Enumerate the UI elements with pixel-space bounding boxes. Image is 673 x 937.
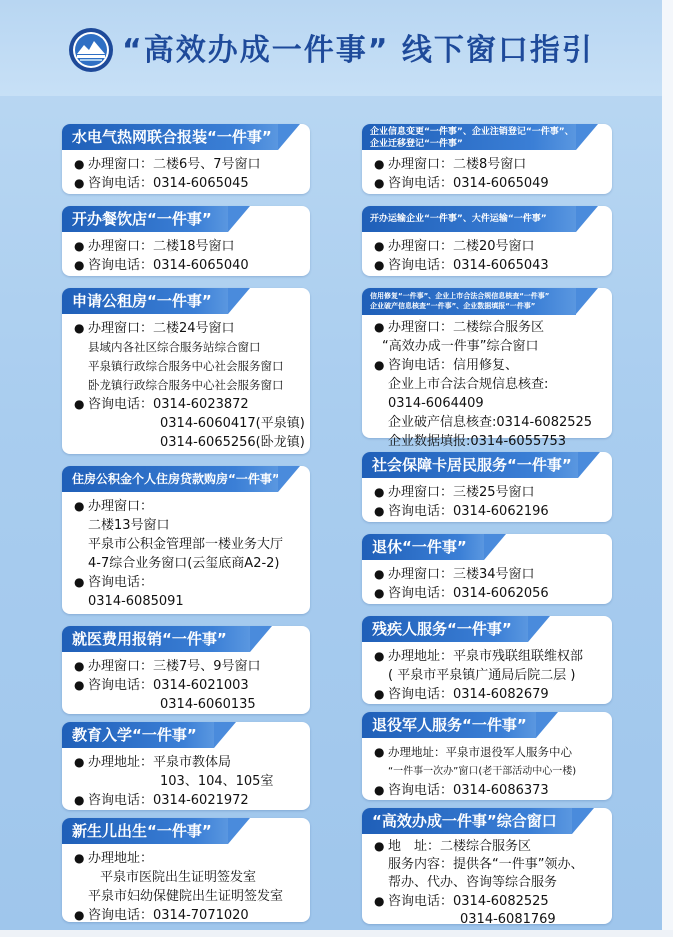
phone-line: ● 咨询电话：0314-7071020 xyxy=(74,908,249,923)
phone-line: ● 咨询电话：0314-6082525 xyxy=(374,894,549,909)
card-body xyxy=(374,318,604,451)
card-credit xyxy=(362,288,612,449)
phone-line: ● 咨询电话：0314-6021972 xyxy=(74,793,249,808)
card-title: 教育入学“一件事” xyxy=(62,722,214,748)
card-transport xyxy=(362,206,612,276)
card-title-line: 企业破产信息核查“一件事”、企业数据填报“一件事” xyxy=(370,302,536,310)
sub-line: “高效办成一件事”综合窗口 xyxy=(382,339,539,354)
card-disabled xyxy=(362,616,612,704)
service-line: 帮办、代办、咨询等综合服务 xyxy=(388,875,558,890)
card-title: 水电气热网联合报装“一件事” xyxy=(62,124,278,150)
card-title-line: 企业迁移登记“一件事” xyxy=(370,139,463,149)
window-line: ● 办理窗口：二楼综合服务区 xyxy=(374,320,545,335)
card-body xyxy=(374,155,604,193)
window-line: ● 办理窗口： xyxy=(74,499,154,514)
sub-line: 0314-6064409 xyxy=(388,396,484,411)
card-title: “高效办成一件事”综合窗口 xyxy=(362,808,572,834)
card-social xyxy=(362,452,612,522)
address-line: ● 地 址：二楼综合服务区 xyxy=(374,839,532,854)
card-body xyxy=(74,319,305,452)
card-title: 住房公积金个人住房贷款购房“一件事” xyxy=(62,466,278,492)
phone-line: ● 咨询电话：信用修复、 xyxy=(374,358,519,373)
phone-line: ● 咨询电话：0314-6065045 xyxy=(74,176,249,191)
page-margin-bottom xyxy=(0,930,673,937)
card-title: 社会保障卡居民服务“一件事” xyxy=(362,452,578,478)
card-body xyxy=(74,849,302,925)
card-title: 开办餐饮店“一件事” xyxy=(62,206,228,232)
sub-line: 平泉镇行政综合服务中心社会服务窗口 xyxy=(88,359,284,373)
card-body xyxy=(74,237,302,275)
window-line: ● 办理窗口：二楼6号、7号窗口 xyxy=(74,157,261,172)
address-line: ● 办理地址：平泉市教体局 xyxy=(74,755,232,770)
window-line: ● 办理窗口：二楼8号窗口 xyxy=(374,157,527,172)
card-title: 退休“一件事” xyxy=(362,534,484,560)
phone-value: 0314-6081769 xyxy=(460,912,556,927)
sub-line: 4-7综合业务窗口(云玺底商A2-2) xyxy=(88,556,280,571)
phone-value: 0314-6060417(平泉镇) xyxy=(160,416,305,431)
address-line: ● 办理地址：平泉市退役军人服务中心 xyxy=(374,745,572,759)
card-retire xyxy=(362,534,612,604)
sub-line: 卧龙镇行政综合服务中心社会服务窗口 xyxy=(88,378,284,392)
card-rental xyxy=(62,288,310,454)
card-body xyxy=(374,565,604,603)
card-education xyxy=(62,722,310,810)
card-title: 开办运输企业“一件事”、大件运输“一件事” xyxy=(362,206,576,232)
card-title: 申请公租房“一件事” xyxy=(62,288,228,314)
card-body xyxy=(74,497,302,611)
phone-value: 0314-6085091 xyxy=(88,594,184,609)
address-line: ● 办理地址： xyxy=(74,851,154,866)
card-title-line: 企业信息变更“一件事”、企业注销登记“一件事”、 xyxy=(370,127,574,137)
phone-line: ● 咨询电话：0314-6086373 xyxy=(374,783,549,798)
card-title xyxy=(362,288,576,315)
card-body xyxy=(374,743,604,800)
card-body xyxy=(374,837,604,929)
card-title-line: 信用修复“一件事”、企业上市合法合规信息核查“一件事” xyxy=(370,292,550,300)
card-title: 新生儿出生“一件事” xyxy=(62,818,228,844)
sub-line: 二楼13号窗口 xyxy=(88,518,170,533)
phone-line: ● 咨询电话：0314-6065040 xyxy=(74,258,249,273)
card-fund xyxy=(62,466,310,614)
window-line: ● 办理窗口：二楼24号窗口 xyxy=(74,321,235,336)
phone-line: ● 咨询电话：0314-6023872 xyxy=(74,397,249,412)
card-title: 就医费用报销“一件事” xyxy=(62,626,250,652)
card-medical xyxy=(62,626,310,714)
card-water xyxy=(62,124,310,194)
window-line: ● 办理窗口：三楼34号窗口 xyxy=(374,567,535,582)
page-title: “高效办成一件事” 线下窗口指引 xyxy=(122,33,594,68)
card-body xyxy=(374,237,604,275)
phone-line: ● 咨询电话： xyxy=(74,575,154,590)
card-body xyxy=(374,647,604,704)
card-enterprise xyxy=(362,124,612,194)
phone-line: ● 咨询电话：0314-6065049 xyxy=(374,176,549,191)
address-line: ● 办理地址：平泉市残联组联维权部 xyxy=(374,649,584,664)
phone-line: ● 咨询电话：0314-6062196 xyxy=(374,504,549,519)
phone-value: 0314-6065256(卧龙镇) xyxy=(160,435,305,450)
sub-line: ( 平泉市平泉镇广通局后院二层 ) xyxy=(388,668,576,683)
card-title: 退役军人服务“一件事” xyxy=(362,712,536,738)
sub-line: “一件事一次办”窗口(老干部活动中心一楼) xyxy=(388,766,577,777)
card-title: 残疾人服务“一件事” xyxy=(362,616,528,642)
poster-header xyxy=(0,0,662,96)
window-line: ● 办理窗口：二楼20号窗口 xyxy=(374,239,535,254)
card-body xyxy=(374,483,604,521)
sub-line: 平泉市公积金管理部一楼业务大厅 xyxy=(88,537,284,552)
phone-line: ● 咨询电话：0314-6062056 xyxy=(374,586,549,601)
sub-line: 县域内各社区综合服务站综合窗口 xyxy=(88,340,261,354)
phone-line: ● 咨询电话：0314-6082679 xyxy=(374,687,549,702)
phone-line: ● 咨询电话：0314-6065043 xyxy=(374,258,549,273)
card-veteran xyxy=(362,712,612,800)
card-general xyxy=(362,808,612,927)
card-birth xyxy=(62,818,310,922)
sub-line: 企业破产信息核查:0314-6082525 xyxy=(388,415,593,430)
sub-line: 企业数据填报:0314-6055753 xyxy=(388,434,567,449)
service-line: 服务内容：提供各“一件事”领办、 xyxy=(388,857,584,872)
sub-line: 平泉市医院出生证明签发室 xyxy=(100,870,257,885)
sub-line: 103、104、105室 xyxy=(160,774,274,789)
sub-line: 企业上市合法合规信息核查: xyxy=(388,377,549,392)
window-line: ● 办理窗口：三楼25号窗口 xyxy=(374,485,535,500)
page-margin-right xyxy=(662,0,673,937)
sub-line: 平泉市妇幼保健院出生证明签发室 xyxy=(88,889,284,904)
card-body xyxy=(74,657,302,714)
phone-value: 0314-6060135 xyxy=(160,697,256,712)
card-title xyxy=(362,124,576,150)
window-line: ● 办理窗口：三楼7号、9号窗口 xyxy=(74,659,261,674)
card-catering xyxy=(62,206,310,276)
phone-line: ● 咨询电话：0314-6021003 xyxy=(74,678,249,693)
card-body xyxy=(74,155,302,193)
emblem-icon xyxy=(68,27,114,73)
card-body xyxy=(74,753,302,810)
window-line: ● 办理窗口：二楼18号窗口 xyxy=(74,239,235,254)
